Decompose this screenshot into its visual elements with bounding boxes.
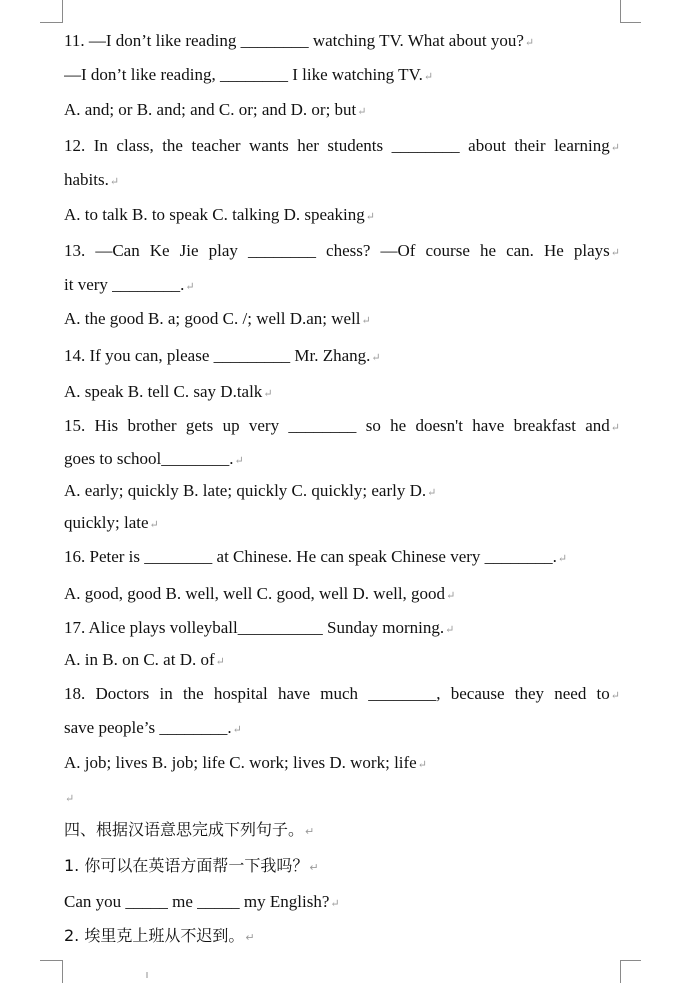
document-line [64,415,620,439]
crop-mark-bottom-right [620,960,641,983]
paragraph-mark-icon: ↵ [109,176,120,188]
document-line [64,855,620,879]
line-text: habits. [64,170,109,189]
line-text: —I don’t like reading, ________ I like watching TV. [64,65,423,84]
line-text: A. to talk B. to speak C. talking D. speaking [64,205,365,224]
paragraph-mark-icon: ↵ [365,211,375,223]
paragraph-mark-icon: ↵ [234,455,244,467]
document-line [64,649,620,673]
line-text: 11. —I don’t like reading ________ watching TV. What about you? [64,31,524,50]
line-text: 1. 你可以在英语方面帮一下我吗？ [64,856,309,875]
paragraph-mark-icon: ↵ [610,690,620,702]
paragraph-mark-icon: ↵ [149,519,159,531]
paragraph-mark-icon: ↵ [423,71,434,83]
paragraph-mark-icon: ↵ [446,590,456,602]
crop-mark-bottom-left [40,960,63,983]
document-line [64,99,620,123]
line-text: A. the good B. a; good C. /; well D.an; well [64,309,361,328]
document-line [64,274,620,298]
document-line [64,448,620,472]
document-line [64,30,620,54]
line-text: A. early; quickly B. late; quickly C. quickly; early D. [64,481,427,500]
document-line [64,480,620,504]
paragraph-mark-icon: ↵ [557,553,568,565]
line-text: A. speak B. tell C. say D.talk [64,382,263,401]
line-text: it very ________. [64,275,185,294]
paragraph-mark-icon: ↵ [215,656,225,668]
crop-mark-top-right [620,0,641,23]
line-text: A. in B. on C. at D. of [64,650,215,669]
line-text: quickly; late [64,513,149,532]
line-text: save people’s ________. [64,718,232,737]
paragraph-mark-icon: ↵ [417,759,427,771]
document-line [64,819,620,843]
line-text: A. job; lives B. job; life C. work; lives D. work; life [64,753,417,772]
line-text: 2. 埃里克上班从不迟到。 [64,926,245,945]
document-line [64,786,620,810]
crop-mark-top-left [40,0,63,23]
document-line [64,683,620,707]
paragraph-mark-icon: ↵ [610,142,620,154]
document-line [64,752,620,776]
document-line [64,512,620,536]
line-text: 12. In class, the teacher wants her students ________ about their learning [64,136,610,155]
document-line [64,717,620,741]
line-text: 17. Alice plays volleyball__________ Sunday morning. [64,618,445,637]
line-text: 16. Peter is ________ at Chinese. He can speak Chinese very ________. [64,547,557,566]
paragraph-mark-icon: ↵ [305,825,315,838]
document-line [64,64,620,88]
paragraph-mark-icon: ↵ [445,624,455,636]
document-line [64,240,620,264]
paragraph-mark-icon: ↵ [232,724,242,736]
line-text: 14. If you can, please _________ Mr. Zhang. [64,346,371,365]
line-text: 18. Doctors in the hospital have much ________, because they need to [64,684,610,703]
line-text: A. good, good B. well, well C. good, well D. well, good [64,584,446,603]
document-line [64,546,620,570]
paragraph-mark-icon: ↵ [357,106,367,118]
paragraph-mark-icon: ↵ [65,793,75,805]
document-line [64,135,620,159]
paragraph-mark-icon: ↵ [610,247,620,259]
paragraph-mark-icon: ↵ [309,861,319,874]
paragraph-mark-icon: ↵ [330,898,340,910]
paragraph-mark-icon: ↵ [524,37,535,49]
document-line [64,169,620,193]
paragraph-mark-icon: ↵ [361,315,371,327]
line-text: A. and; or B. and; and C. or; and D. or; but [64,100,357,119]
document-line [64,925,620,949]
paragraph-mark-icon: ↵ [263,388,273,400]
paragraph-mark-icon: ↵ [245,931,255,944]
paragraph-mark-icon: ↵ [610,422,620,434]
line-text: goes to school________. [64,449,234,468]
document-line [64,381,620,405]
document-line [64,204,620,228]
footer-artifact [146,972,148,978]
document-line [64,891,620,915]
document-line [64,345,620,369]
line-text: Can you _____ me _____ my English? [64,892,330,911]
paragraph-mark-icon: ↵ [427,487,437,499]
paragraph-mark-icon: ↵ [185,281,195,293]
paragraph-mark-icon: ↵ [371,352,381,364]
document-line [64,617,620,641]
document-line [64,308,620,332]
line-text: 13. —Can Ke Jie play ________ chess? —Of course he can. He plays [64,241,610,260]
line-text: 15. His brother gets up very ________ so he doesn't have breakfast and [64,416,610,435]
document-line [64,583,620,607]
line-text: 四、根据汉语意思完成下列句子。 [64,820,305,839]
